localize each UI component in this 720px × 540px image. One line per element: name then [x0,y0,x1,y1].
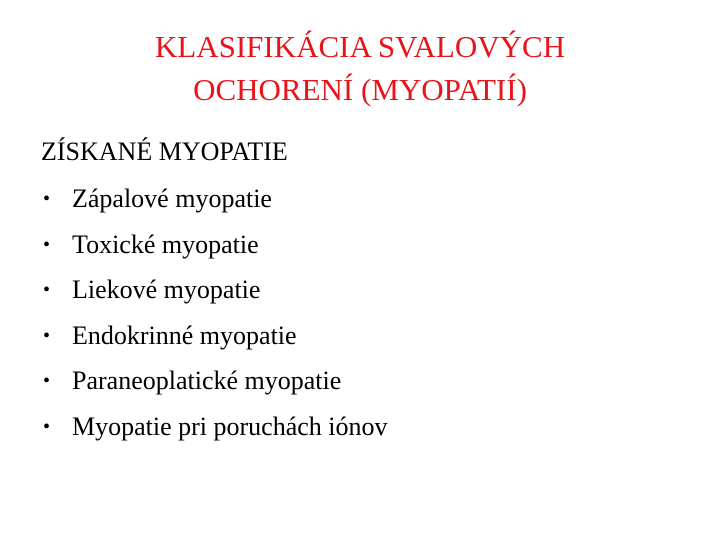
list-item [41,365,701,411]
bullet-icon: • [43,370,51,393]
bullet-icon: • [43,279,51,302]
slide-title-line-1: KLASIFIKÁCIA SVALOVÝCH [154,29,566,64]
list-item-text: Endokrinné myopatie [72,320,297,350]
list-item [41,320,701,366]
bullet-icon: • [43,233,51,256]
list-item [41,183,701,229]
list-item-text: Toxické myopatie [72,229,259,259]
section-heading: ZÍSKANÉ MYOPATIE [41,137,288,166]
list-item-text: Liekové myopatie [72,275,261,305]
list-item [41,229,701,275]
bullet-icon: • [43,188,51,210]
list-item-text: Zápalové myopatie [72,184,272,213]
bullet-list [41,183,701,457]
slide-title-line-2: OCHORENÍ (MYOPATIÍ) [193,72,527,107]
list-item-text: Paraneoplatické myopatie [72,366,342,396]
slide-title [0,25,720,111]
slide-body [41,136,701,457]
bullet-icon: • [43,415,51,438]
list-item [41,274,701,320]
list-item [41,411,701,457]
list-item-text: Myopatie pri poruchách iónov [72,411,388,441]
bullet-icon: • [43,324,51,347]
